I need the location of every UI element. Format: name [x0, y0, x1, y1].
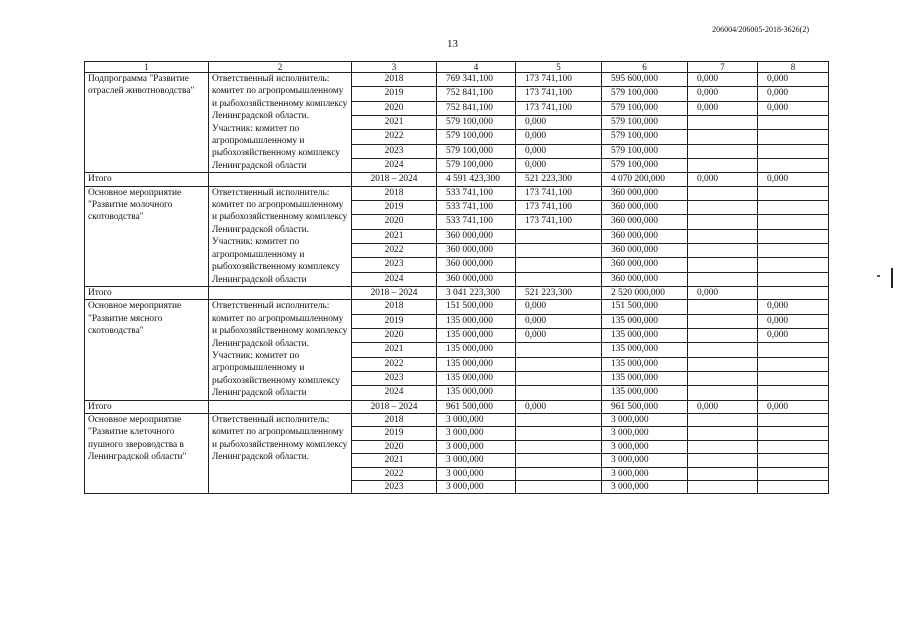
amount-cell: [758, 144, 829, 158]
amount-cell: 3 000,000: [602, 481, 688, 494]
amount-cell: 360 000,000: [602, 243, 688, 257]
year-cell: 2019: [352, 87, 437, 101]
amount-cell: [758, 115, 829, 129]
amount-cell: 3 000,000: [437, 467, 516, 480]
amount-cell: 3 000,000: [437, 427, 516, 440]
amount-cell: [688, 186, 758, 200]
amount-cell: [758, 243, 829, 257]
amount-cell: [688, 130, 758, 144]
amount-cell: [688, 258, 758, 272]
total-cell: 2 520 000,000: [602, 286, 688, 299]
total-row: [85, 286, 829, 299]
total-cell: 4 591 423,300: [437, 173, 516, 186]
amount-cell: 360 000,000: [602, 272, 688, 286]
amount-cell: 360 000,000: [602, 229, 688, 243]
amount-cell: 0,000: [516, 115, 602, 129]
amount-cell: 360 000,000: [437, 258, 516, 272]
column-header: 5: [516, 62, 602, 73]
scan-tick-mark: [877, 275, 880, 277]
amount-cell: [688, 357, 758, 371]
amount-cell: [758, 467, 829, 480]
table-row: [85, 186, 829, 200]
amount-cell: 360 000,000: [602, 215, 688, 229]
amount-cell: 533 741,100: [437, 215, 516, 229]
total-cell: 521 223,300: [516, 286, 602, 299]
amount-cell: 360 000,000: [602, 200, 688, 214]
amount-cell: 579 100,000: [437, 130, 516, 144]
year-cell: 2020: [352, 440, 437, 453]
budget-table: [84, 61, 829, 494]
amount-cell: [758, 200, 829, 214]
amount-cell: [516, 481, 602, 494]
total-cell: [209, 173, 352, 186]
amount-cell: 769 341,100: [437, 73, 516, 87]
amount-cell: [688, 386, 758, 400]
amount-cell: 579 100,000: [602, 158, 688, 172]
amount-cell: [688, 144, 758, 158]
amount-cell: [758, 427, 829, 440]
total-row: [85, 400, 829, 413]
amount-cell: 135 000,000: [437, 386, 516, 400]
total-label: Итого: [85, 400, 209, 413]
year-cell: 2023: [352, 258, 437, 272]
amount-cell: [688, 454, 758, 467]
amount-cell: 752 841,100: [437, 87, 516, 101]
column-header: 2: [209, 62, 352, 73]
amount-cell: 579 100,000: [602, 115, 688, 129]
amount-cell: 151 500,000: [437, 300, 516, 314]
amount-cell: 0,000: [758, 101, 829, 115]
amount-cell: 3 000,000: [602, 427, 688, 440]
total-cell: 2018 – 2024: [352, 400, 437, 413]
amount-cell: 533 741,100: [437, 186, 516, 200]
amount-cell: 3 000,000: [437, 454, 516, 467]
amount-cell: [758, 272, 829, 286]
amount-cell: 579 100,000: [602, 87, 688, 101]
amount-cell: 135 000,000: [437, 314, 516, 328]
year-cell: 2024: [352, 272, 437, 286]
total-cell: 2018 – 2024: [352, 173, 437, 186]
amount-cell: [688, 314, 758, 328]
amount-cell: 360 000,000: [602, 258, 688, 272]
total-cell: 521 223,300: [516, 173, 602, 186]
year-cell: 2020: [352, 215, 437, 229]
total-cell: 0,000: [688, 173, 758, 186]
year-cell: 2021: [352, 454, 437, 467]
total-cell: [758, 286, 829, 299]
amount-cell: 3 000,000: [437, 440, 516, 453]
amount-cell: 595 600,000: [602, 73, 688, 87]
amount-cell: [516, 357, 602, 371]
amount-cell: [758, 440, 829, 453]
amount-cell: 3 000,000: [437, 481, 516, 494]
total-cell: [209, 286, 352, 299]
amount-cell: [516, 427, 602, 440]
column-header: 7: [688, 62, 758, 73]
amount-cell: 0,000: [758, 87, 829, 101]
amount-cell: [688, 440, 758, 453]
total-cell: 961 500,000: [437, 400, 516, 413]
program-name-cell: Основное мероприятие "Развитие клеточного пушного звероводства в Ленинградской области": [85, 413, 209, 493]
total-cell: 4 070 200,000: [602, 173, 688, 186]
column-header: 6: [602, 62, 688, 73]
amount-cell: 135 000,000: [437, 328, 516, 342]
year-cell: 2018: [352, 413, 437, 426]
amount-cell: [688, 467, 758, 480]
amount-cell: [516, 440, 602, 453]
year-cell: 2024: [352, 386, 437, 400]
amount-cell: [516, 454, 602, 467]
amount-cell: 135 000,000: [437, 357, 516, 371]
year-cell: 2020: [352, 101, 437, 115]
amount-cell: [758, 229, 829, 243]
year-cell: 2019: [352, 200, 437, 214]
amount-cell: 360 000,000: [602, 186, 688, 200]
amount-cell: [758, 215, 829, 229]
total-cell: 0,000: [758, 400, 829, 413]
amount-cell: 579 100,000: [602, 101, 688, 115]
amount-cell: 0,000: [758, 300, 829, 314]
responsible-cell: Ответственный исполнитель: комитет по агропромышленному и рыбохозяйственному комплексу Ленинградской области.: [209, 413, 352, 493]
amount-cell: 135 000,000: [602, 371, 688, 385]
year-cell: 2021: [352, 229, 437, 243]
year-cell: 2023: [352, 481, 437, 494]
amount-cell: 3 000,000: [602, 413, 688, 426]
amount-cell: [688, 371, 758, 385]
amount-cell: 0,000: [516, 300, 602, 314]
amount-cell: [688, 343, 758, 357]
year-cell: 2022: [352, 467, 437, 480]
amount-cell: 135 000,000: [437, 343, 516, 357]
amount-cell: 173 741,100: [516, 186, 602, 200]
year-cell: 2019: [352, 314, 437, 328]
amount-cell: [516, 272, 602, 286]
program-name-cell: Подпрограмма "Развитие отраслей животноводства": [85, 73, 209, 173]
amount-cell: 173 741,100: [516, 200, 602, 214]
program-name-cell: Основное мероприятие "Развитие мясного скотоводства": [85, 300, 209, 400]
year-cell: 2018: [352, 73, 437, 87]
amount-cell: 533 741,100: [437, 200, 516, 214]
year-cell: 2018: [352, 300, 437, 314]
amount-cell: 135 000,000: [602, 343, 688, 357]
year-cell: 2023: [352, 371, 437, 385]
amount-cell: 579 100,000: [437, 158, 516, 172]
amount-cell: 3 000,000: [602, 440, 688, 453]
year-cell: 2024: [352, 158, 437, 172]
year-cell: 2021: [352, 343, 437, 357]
total-cell: 0,000: [758, 173, 829, 186]
amount-cell: 752 841,100: [437, 101, 516, 115]
year-cell: 2022: [352, 243, 437, 257]
amount-cell: [758, 357, 829, 371]
amount-cell: 0,000: [516, 144, 602, 158]
amount-cell: 0,000: [516, 328, 602, 342]
amount-cell: [758, 481, 829, 494]
amount-cell: 579 100,000: [602, 130, 688, 144]
amount-cell: 173 741,100: [516, 73, 602, 87]
amount-cell: 173 741,100: [516, 215, 602, 229]
amount-cell: 135 000,000: [602, 357, 688, 371]
amount-cell: [688, 229, 758, 243]
amount-cell: 360 000,000: [437, 229, 516, 243]
total-row: [85, 173, 829, 186]
responsible-cell: Ответственный исполнитель: комитет по агропромышленному и рыбохозяйственному комплексу Ленинградской области. Участник: комитет по агропромышленному и рыбохозяйственному комплексу Ленинградской области: [209, 186, 352, 286]
amount-cell: [516, 413, 602, 426]
total-cell: 0,000: [516, 400, 602, 413]
amount-cell: [688, 272, 758, 286]
amount-cell: 135 000,000: [437, 371, 516, 385]
table-row: [85, 73, 829, 87]
amount-cell: 360 000,000: [437, 272, 516, 286]
column-header: 1: [85, 62, 209, 73]
amount-cell: 579 100,000: [437, 115, 516, 129]
total-cell: [209, 400, 352, 413]
amount-cell: [516, 243, 602, 257]
amount-cell: [688, 427, 758, 440]
year-cell: 2019: [352, 427, 437, 440]
amount-cell: [758, 454, 829, 467]
amount-cell: 3 000,000: [602, 467, 688, 480]
amount-cell: [758, 413, 829, 426]
amount-cell: [688, 328, 758, 342]
total-cell: 0,000: [688, 400, 758, 413]
amount-cell: 3 000,000: [602, 454, 688, 467]
total-cell: 2018 – 2024: [352, 286, 437, 299]
header-row: [85, 62, 829, 73]
amount-cell: [516, 371, 602, 385]
amount-cell: [758, 130, 829, 144]
scan-edge-mark: [891, 268, 893, 288]
amount-cell: [758, 343, 829, 357]
column-header: 8: [758, 62, 829, 73]
amount-cell: 0,000: [758, 328, 829, 342]
amount-cell: 173 741,100: [516, 87, 602, 101]
total-cell: 3 041 223,300: [437, 286, 516, 299]
amount-cell: [758, 158, 829, 172]
total-label: Итого: [85, 173, 209, 186]
amount-cell: 579 100,000: [602, 144, 688, 158]
document-number: 206004/206005-2018-3626(2): [712, 25, 809, 34]
amount-cell: 135 000,000: [602, 314, 688, 328]
year-cell: 2020: [352, 328, 437, 342]
total-label: Итого: [85, 286, 209, 299]
amount-cell: 0,000: [758, 73, 829, 87]
amount-cell: 135 000,000: [602, 386, 688, 400]
amount-cell: [688, 200, 758, 214]
amount-cell: [516, 258, 602, 272]
amount-cell: 0,000: [516, 158, 602, 172]
amount-cell: 0,000: [516, 130, 602, 144]
amount-cell: 3 000,000: [437, 413, 516, 426]
amount-cell: 579 100,000: [437, 144, 516, 158]
total-cell: 0,000: [688, 286, 758, 299]
amount-cell: [758, 386, 829, 400]
amount-cell: [688, 158, 758, 172]
amount-cell: [758, 186, 829, 200]
amount-cell: [688, 115, 758, 129]
column-header: 4: [437, 62, 516, 73]
year-cell: 2022: [352, 130, 437, 144]
amount-cell: [516, 386, 602, 400]
amount-cell: 135 000,000: [602, 328, 688, 342]
amount-cell: 0,000: [688, 73, 758, 87]
column-header: 3: [352, 62, 437, 73]
amount-cell: [688, 243, 758, 257]
table-row: [85, 413, 829, 426]
amount-cell: [688, 481, 758, 494]
amount-cell: 0,000: [688, 101, 758, 115]
responsible-cell: Ответственный исполнитель: комитет по агропромышленному и рыбохозяйственному комплексу Ленинградской области. Участник: комитет по агропромышленному и рыбохозяйственному комплексу Ленинградской области: [209, 300, 352, 400]
amount-cell: 0,000: [516, 314, 602, 328]
amount-cell: 173 741,100: [516, 101, 602, 115]
program-name-cell: Основное мероприятие "Развитие молочного скотоводства": [85, 186, 209, 286]
year-cell: 2021: [352, 115, 437, 129]
amount-cell: [758, 371, 829, 385]
amount-cell: [758, 258, 829, 272]
year-cell: 2022: [352, 357, 437, 371]
table-row: [85, 300, 829, 314]
page-number: 13: [447, 38, 458, 50]
amount-cell: 0,000: [688, 87, 758, 101]
amount-cell: [516, 343, 602, 357]
responsible-cell: Ответственный исполнитель: комитет по агропромышленному и рыбохозяйственному комплексу Ленинградской области. Участник: комитет по агропромышленному и рыбохозяйственному комплексу Ленинградской области: [209, 73, 352, 173]
amount-cell: 0,000: [758, 314, 829, 328]
total-cell: 961 500,000: [602, 400, 688, 413]
amount-cell: [688, 413, 758, 426]
amount-cell: [688, 300, 758, 314]
amount-cell: [516, 229, 602, 243]
amount-cell: 360 000,000: [437, 243, 516, 257]
amount-cell: [688, 215, 758, 229]
amount-cell: [516, 467, 602, 480]
year-cell: 2023: [352, 144, 437, 158]
amount-cell: 151 500,000: [602, 300, 688, 314]
year-cell: 2018: [352, 186, 437, 200]
